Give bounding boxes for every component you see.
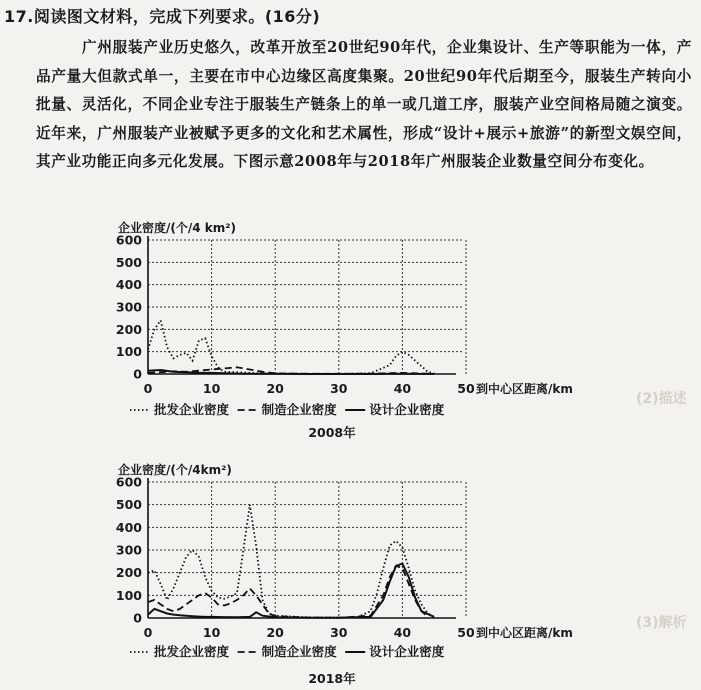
y-axis-label-2008: 企业密度/(个/4 km²) (118, 221, 237, 235)
x-tick-2018-20: 20 (266, 625, 284, 640)
bleed-through-q2: (2)描述 (636, 391, 687, 407)
x-tick-2018-10: 10 (202, 625, 221, 640)
legend-label-design-2008: 设计企业密度 (369, 402, 445, 417)
legend-label-manufacturing-2008: 制造企业密度 (261, 402, 337, 417)
y-tick-2008-400: 400 (115, 277, 142, 293)
question-header: 17.阅读图文材料，完成下列要求。(16分) (4, 7, 321, 26)
chart-title-2008: 2008年 (308, 425, 356, 440)
legend-label-wholesale-2008: 批发企业密度 (154, 402, 230, 417)
y-tick-2018-200: 200 (115, 565, 142, 581)
y-tick-2008-0: 0 (133, 366, 142, 382)
y-tick-2018-400: 400 (115, 519, 142, 535)
x-axis-label-2018: 到中心区距离/km (476, 626, 573, 640)
x-axis-label-2008: 到中心区距离/km (476, 382, 573, 396)
y-tick-2018-100: 100 (115, 587, 142, 603)
y-tick-2018-500: 500 (115, 497, 142, 513)
legend-label-wholesale-2018: 批发企业密度 (154, 644, 230, 659)
x-tick-2008-10: 10 (202, 381, 221, 396)
y-tick-2018-300: 300 (115, 542, 142, 558)
chart-2018 (0, 448, 701, 690)
chart-title-2018: 2018年 (308, 671, 356, 686)
x-tick-2018-0: 0 (143, 625, 153, 640)
y-tick-2008-500: 500 (115, 254, 142, 270)
x-tick-2008-20: 20 (266, 381, 284, 396)
x-tick-2018-40: 40 (393, 625, 412, 640)
y-tick-2008-100: 100 (115, 344, 142, 360)
x-tick-2018-50: 50 (457, 625, 475, 640)
x-tick-2008-0: 0 (143, 381, 153, 396)
legend-label-design-2018: 设计企业密度 (369, 644, 445, 659)
bleed-through-q3: (3)解析 (636, 615, 687, 631)
series-design-2018 (148, 564, 434, 618)
y-tick-2018-0: 0 (133, 610, 142, 626)
material-paragraph: 广州服装产业历史悠久，改革开放至20世纪90年代，企业集设计、生产等职能为一体，产品产量大但款式单一，主要在市中心边缘区高度集聚。20世纪90年代后期至今，服装生产转向小批量、灵活化，不同企业专注于服装生产链条上的单一或几道工序，服装产业空间格局随之演变。近年来，广州服装产业被赋予更多的文化和艺术属性，形成“设计+展示+旅游”的新型文娱空间，其产业功能正向多元化发展。下图示意2008年与2018年广州服装企业数量空间分布变化。 (36, 39, 692, 170)
x-tick-2008-50: 50 (457, 381, 475, 396)
y-tick-2008-300: 300 (115, 299, 142, 315)
y-tick-2018-600: 600 (115, 474, 142, 490)
legend-label-manufacturing-2018: 制造企业密度 (261, 644, 337, 659)
y-tick-2008-600: 600 (115, 232, 142, 248)
x-tick-2008-30: 30 (330, 381, 348, 396)
chart-2008 (0, 218, 701, 448)
x-tick-2018-30: 30 (330, 625, 348, 640)
series-wholesale-2008 (148, 320, 434, 373)
y-axis-label-2018: 企业密度/(个/4km²) (118, 463, 232, 477)
y-tick-2008-200: 200 (115, 321, 142, 337)
x-tick-2008-40: 40 (393, 381, 412, 396)
